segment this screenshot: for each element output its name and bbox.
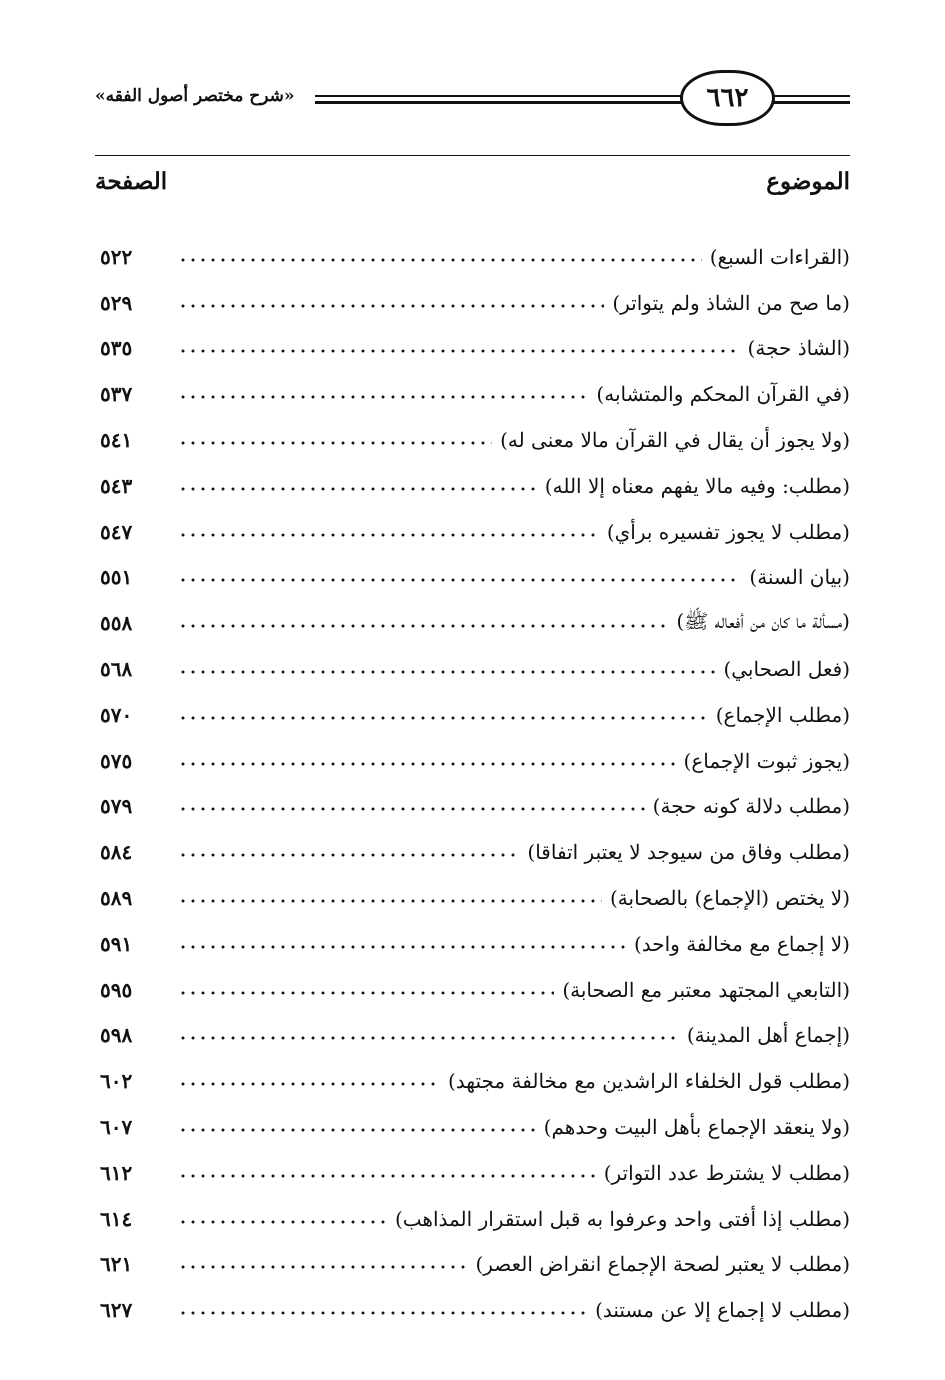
header-divider — [95, 155, 850, 156]
dot-leader — [178, 533, 599, 537]
toc-entry — [100, 1196, 850, 1242]
toc-entry-title: (في القرآن المحكم والمتشابه) — [596, 382, 850, 407]
toc-entry — [100, 1242, 850, 1288]
page-column-heading: الصفحة — [95, 168, 168, 195]
toc-entry-page: ٥٨٩ — [100, 886, 133, 911]
column-headings — [95, 168, 850, 208]
toc-entry-title: (القراءات السبع) — [709, 244, 850, 269]
dot-leader — [178, 1036, 679, 1040]
toc-entry — [100, 738, 850, 784]
toc-entry — [100, 875, 850, 921]
topic-column-heading: الموضوع — [766, 168, 850, 195]
toc-entry-page: ٥٧٩ — [100, 794, 133, 819]
toc-entry — [100, 967, 850, 1013]
table-of-contents — [100, 234, 850, 1333]
toc-entry-page: ٦٠٢ — [100, 1069, 133, 1094]
toc-entry-page: ٥٢٢ — [100, 244, 133, 269]
toc-entry — [100, 646, 850, 692]
toc-entry-page: ٥٥٨ — [100, 611, 133, 636]
toc-entry-page: ٥٤٣ — [100, 473, 133, 498]
toc-entry — [100, 1058, 850, 1104]
toc-entry — [100, 509, 850, 555]
toc-entry-title: (الشاذ حجة) — [747, 336, 850, 361]
dot-leader — [178, 1128, 536, 1132]
toc-entry-title: (مطلب دلالة كونه حجة) — [652, 794, 850, 819]
toc-entry — [100, 371, 850, 417]
dot-leader — [178, 853, 519, 857]
toc-entry-title: (مسألة ما كان من أفعاله ﷺ) — [676, 608, 850, 633]
toc-entry-title: (مطلب لا يشترط عدد التواتر) — [603, 1160, 850, 1185]
toc-entry-page: ٥٩١ — [100, 931, 133, 956]
dot-leader — [178, 716, 708, 720]
toc-entry — [100, 1104, 850, 1150]
toc-entry-title: (مطلب لا يعتبر لصحة الإجماع انقراض العصر) — [475, 1252, 850, 1277]
toc-entry-title: (لا يختص (الإجماع) بالصحابة) — [609, 886, 850, 911]
toc-entry-title: (مطلب الإجماع) — [715, 702, 850, 727]
toc-entry — [100, 784, 850, 830]
toc-entry-title: (مطلب قول الخلفاء الراشدين مع مخالفة مجتهد) — [447, 1069, 850, 1094]
toc-entry-page: ٥٤٧ — [100, 519, 133, 544]
dot-leader — [178, 1174, 596, 1178]
toc-entry — [100, 1150, 850, 1196]
dot-leader — [178, 991, 554, 995]
page-number-badge — [680, 70, 775, 126]
toc-entry-page: ٥٢٩ — [100, 290, 133, 315]
dot-leader — [178, 670, 715, 674]
dot-leader — [178, 1220, 387, 1224]
toc-entry-page: ٥٩٥ — [100, 977, 133, 1002]
dot-leader — [178, 762, 676, 766]
dot-leader — [178, 1265, 467, 1269]
toc-entry-page: ٦٠٧ — [100, 1115, 133, 1140]
page-number: ٦٦٢ — [706, 83, 749, 113]
dot-leader — [178, 258, 702, 262]
toc-entry-title: (مطلب: وفيه مالا يفهم معناه إلا الله) — [544, 473, 850, 498]
toc-entry-title: (ولا يجوز أن يقال في القرآن مالا معنى له) — [500, 428, 850, 453]
toc-entry-title: (مطلب لا إجماع إلا عن مستند) — [595, 1298, 850, 1323]
toc-entry — [100, 463, 850, 509]
dot-leader — [178, 441, 492, 445]
dot-leader — [178, 578, 741, 582]
toc-entry-page: ٥٨٤ — [100, 840, 133, 865]
toc-entry-title: (ما صح من الشاذ ولم يتواتر) — [612, 290, 850, 315]
toc-entry — [100, 417, 850, 463]
dot-leader — [178, 487, 537, 491]
toc-entry-title: (يجوز ثبوت الإجماع) — [683, 748, 850, 773]
toc-entry-page: ٦٢٧ — [100, 1298, 133, 1323]
dot-leader — [178, 807, 645, 811]
toc-entry-page: ٥٧٥ — [100, 748, 133, 773]
toc-entry-title: (فعل الصحابي) — [723, 657, 850, 682]
dot-leader — [178, 624, 668, 628]
toc-entry-title: (مطلب وفاق من سيوجد لا يعتبر اتفاقا) — [527, 840, 850, 865]
toc-entry — [100, 280, 850, 326]
toc-entry-page: ٥٦٨ — [100, 657, 133, 682]
toc-entry — [100, 692, 850, 738]
toc-entry — [100, 234, 850, 280]
dot-leader — [178, 1082, 440, 1086]
book-title: «شرح مختصر أصول الفقه» — [95, 86, 295, 106]
toc-entry — [100, 555, 850, 601]
toc-entry — [100, 829, 850, 875]
toc-entry-page: ٥٥١ — [100, 565, 133, 590]
toc-entry-page: ٥٩٨ — [100, 1023, 133, 1048]
dot-leader — [178, 945, 626, 949]
toc-entry-page: ٥٤١ — [100, 428, 133, 453]
dot-leader — [178, 395, 588, 399]
toc-entry-title: (بيان السنة) — [749, 565, 850, 590]
dot-leader — [178, 1311, 587, 1315]
toc-entry-page: ٦٢١ — [100, 1252, 133, 1277]
toc-entry-page: ٥٧٠ — [100, 702, 133, 727]
page-header — [95, 70, 850, 140]
dot-leader — [178, 899, 602, 903]
toc-entry — [100, 921, 850, 967]
dot-leader — [178, 304, 604, 308]
toc-entry-page: ٥٣٧ — [100, 382, 133, 407]
toc-entry-page: ٦١٢ — [100, 1160, 133, 1185]
toc-entry-title: (التابعي المجتهد معتبر مع الصحابة) — [562, 977, 850, 1002]
toc-entry-title: (لا إجماع مع مخالفة واحد) — [633, 931, 850, 956]
toc-entry — [100, 1013, 850, 1059]
toc-entry-title: (مطلب إذا أفتى واحد وعرفوا به قبل استقرار المذاهب) — [394, 1206, 850, 1231]
toc-entry — [100, 1287, 850, 1333]
toc-entry-title: (إجماع أهل المدينة) — [686, 1023, 850, 1048]
toc-entry-title: (مطلب لا يجوز تفسيره برأي) — [606, 519, 850, 544]
toc-entry — [100, 326, 850, 372]
toc-entry-title: (ولا ينعقد الإجماع بأهل البيت وحدهم) — [543, 1115, 850, 1140]
toc-entry — [100, 600, 850, 646]
dot-leader — [178, 349, 740, 353]
toc-entry-page: ٥٣٥ — [100, 336, 133, 361]
toc-entry-page: ٦١٤ — [100, 1206, 133, 1231]
